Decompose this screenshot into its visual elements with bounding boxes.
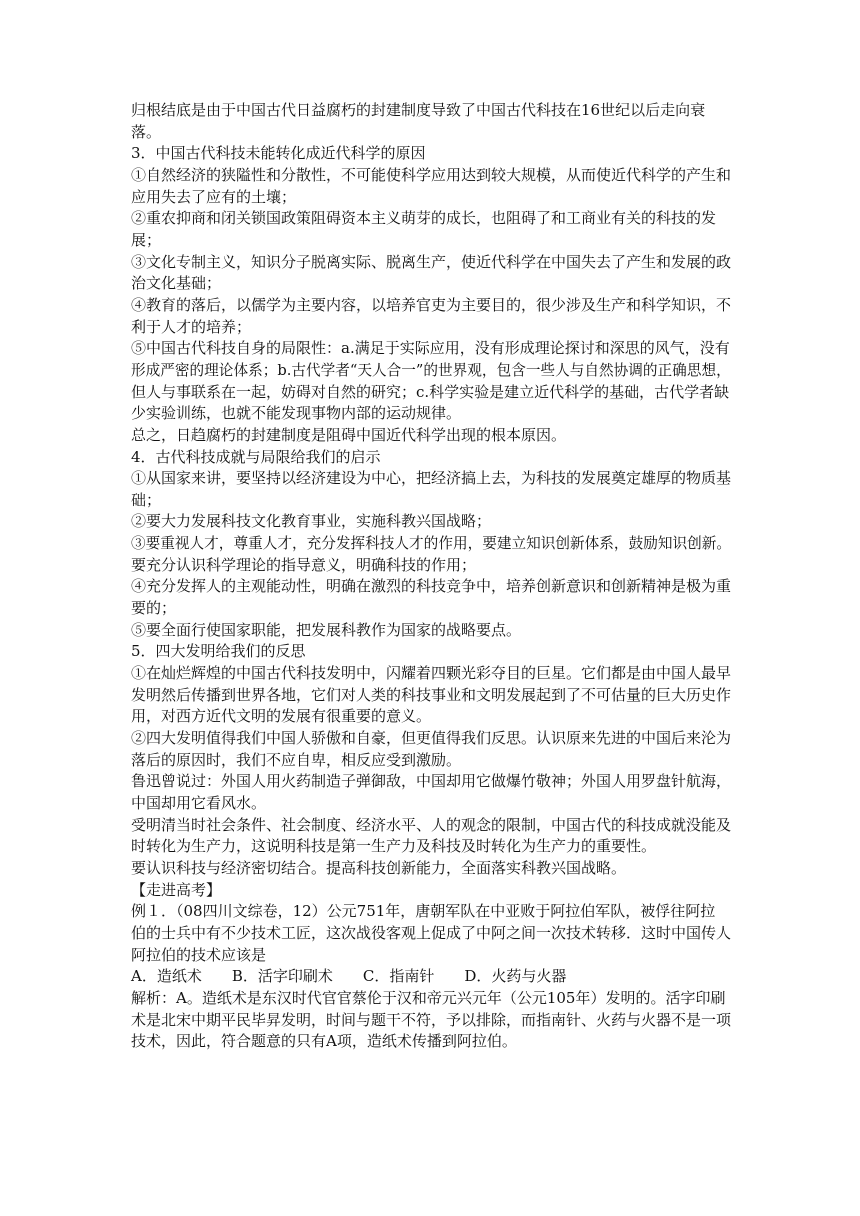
- text-line: 总之，日趋腐朽的封建制度是阻碍中国近代科学出现的根本原因。: [131, 425, 567, 444]
- text-line: 中国却用它看风水。: [131, 794, 267, 812]
- text-line: 治文化基础；: [131, 274, 222, 293]
- text-line: 用，对西方近代文明的发展有很重要的意义。: [131, 707, 432, 726]
- text-line: ⑤要全面行使国家职能，把发展科教作为国家的战略要点。: [131, 620, 522, 639]
- text-line: ④充分发挥人的主观能动性，明确在激烈的科技竞争中，培养创新意识和创新精神是极为重: [131, 577, 732, 596]
- text-line: 技术，因此，符合题意的只有A项，造纸术传播到阿拉伯。: [131, 1032, 517, 1051]
- text-line: 少实验训练，也就不能发现事物内部的运动规律。: [131, 404, 462, 423]
- text-line: ①自然经济的狭隘性和分散性，不可能使科学应用达到较大规模，从而使近代科学的产生和: [131, 165, 732, 184]
- text-line: 要认识科技与经济密切结合。提高科技创新能力，全面落实科教兴国战略。: [131, 858, 627, 877]
- text-line: 鲁迅曾说过：外国人用火药制造子弹御敌，中国却用它做爆竹敬神；外国人用罗盘针航海，: [131, 772, 732, 791]
- text-line: ①在灿烂辉煌的中国古代科技发明中，闪耀着四颗光彩夺目的巨星。它们都是由中国人最早: [131, 664, 732, 683]
- text-line: 要充分认识科学理论的指导意义，明确科技的作用；: [131, 555, 477, 574]
- text-line: 应用失去了应有的土壤；: [131, 187, 297, 206]
- text-line: 要的；: [131, 599, 177, 618]
- text-line: 阿拉伯的技术应该是: [131, 945, 267, 964]
- text-line: 形成严密的理论体系；b.古代学者“天人合一”的世界观，包含一些人与自然协调的正确思想，: [131, 360, 731, 379]
- text-line: ①从国家来讲，要坚持以经济建设为中心，把经济搞上去，为科技的发展奠定雄厚的物质基: [131, 469, 732, 488]
- text-line: ④教育的落后，以儒学为主要内容，以培养官吏为主要目的，很少涉及生产和科学知识，不: [131, 295, 732, 314]
- text-line: ②重农抑商和闭关锁国政策阻碍资本主义萌芽的成长，也阻碍了和工商业有关的科技的发: [131, 209, 717, 228]
- text-line: 展；: [131, 230, 162, 249]
- text-line: 时转化为生产力，这说明科技是第一生产力及科技及时转化为生产力的重要性。: [131, 837, 657, 856]
- text-line: ②要大力发展科技文化教育事业，实施科教兴国战略；: [131, 512, 492, 531]
- text-line: 伯的士兵中有不少技术工匠，这次战役客观上促成了中阿之间一次技术转移．这时中国传人: [131, 923, 732, 942]
- text-line: 利于人才的培养；: [131, 317, 252, 336]
- text-line: 【走进高考】: [131, 880, 222, 899]
- text-line: 落后的原因时，我们不应自卑，相反应受到激励。: [131, 750, 462, 769]
- text-line: 受明清当时社会条件、社会制度、经济水平、人的观念的限制，中国古代的科技成就没能及: [131, 815, 732, 834]
- text-line: 归根结底是由于中国古代日益腐朽的封建制度导致了中国古代科技在16世纪以后走向衰: [131, 101, 706, 119]
- text-line: 落。: [131, 122, 162, 141]
- text-line: 解析：A。造纸术是东汉时代官官蔡伦于汉和帝元兴元年（公元105年）发明的。活字印刷: [131, 988, 726, 1007]
- text-line: 但人与事联系在一起，妨碍对自然的研究；c.科学实验是建立近代科学的基础，古代学者缺: [131, 382, 730, 401]
- text-line: A．造纸术 B．活字印刷术 C．指南针 D．火药与火器: [131, 967, 567, 986]
- text-line: ⑤中国古代科技自身的局限性：a.满足于实际应用，没有形成理论探讨和深思的风气，没有: [131, 339, 730, 358]
- text-line: 例１．（08四川文综卷，12）公元751年，唐朝军队在中亚败于阿拉伯军队，被俘往阿拉: [131, 902, 716, 921]
- document-page: [131, 100, 731, 1053]
- text-line: 发明然后传播到世界各地，它们对人类的科技事业和文明发展起到了不可估量的巨大历史作: [131, 685, 732, 704]
- text-line: ③要重视人才，尊重人才，充分发挥科技人才的作用，要建立知识创新体系，鼓励知识创新。: [131, 534, 732, 553]
- text-line: 5．四大发明给我们的反思: [131, 642, 306, 661]
- text-line: ②四大发明值得我们中国人骄傲和自豪，但更值得我们反思。认识原来先进的中国后来沦为: [131, 729, 732, 748]
- text-line: 术是北宋中期平民毕昇发明，时间与题干不符，予以排除，而指南针、火药与火器不是一项: [131, 1010, 732, 1029]
- text-line: ③文化专制主义，知识分子脱离实际、脱离生产，使近代科学在中国失去了产生和发展的政: [131, 252, 732, 271]
- text-line: 3．中国古代科技未能转化成近代科学的原因: [131, 144, 426, 163]
- text-line: 础；: [131, 490, 162, 509]
- text-line: 4．古代科技成就与局限给我们的启示: [131, 447, 381, 466]
